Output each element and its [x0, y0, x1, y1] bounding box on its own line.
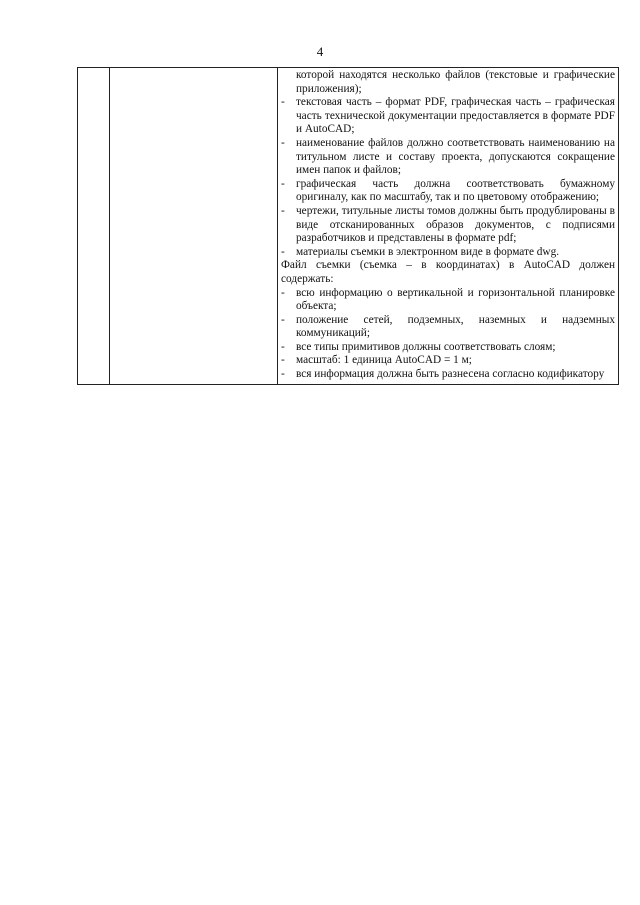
list-item: - масштаб: 1 единица AutoCAD = 1 м; [281, 354, 472, 367]
list-item: - положение сетей, подземных, наземных и надземных коммуникаций; [281, 313, 615, 340]
table-cell-number [78, 68, 110, 385]
list-item: - текстовая часть – формат PDF, графическая часть – графическая часть технической документации предоставляется в формате PDF и AutoCAD; [281, 96, 615, 136]
list-item: - наименование файлов должно соответствовать наименованию на титульном листе и составу проекта, допускаются сокращение имен папок и файлов; [281, 136, 615, 177]
list-item: - чертежи, титульные листы томов должны быть продублированы в виде отсканированных образов документов, с подписями разработчиков и представлены в формате pdf; [281, 204, 615, 245]
requirements-table [77, 67, 619, 385]
list-item: - графическая часть должна соответствовать бумажному оригиналу, как по масштабу, так и по цветовому отображению; [281, 177, 615, 204]
continuation-text: которой находятся несколько файлов (текстовые и графические приложения); [296, 69, 615, 95]
page-number: 4 [316, 44, 324, 59]
table-cell-name [110, 68, 278, 385]
table-cell-content [278, 68, 619, 385]
list-item: - вся информация должна быть разнесена согласно кодификатору [281, 368, 605, 381]
table-row [78, 68, 619, 385]
list-item: - материалы съемки в электронном виде в формате dwg. [281, 245, 560, 258]
survey-intro-text: Файл съемки (съемка – в координатах) в AutoCAD должен содержать: [281, 259, 615, 285]
list-item: - все типы примитивов должны соответствовать слоям; [281, 340, 556, 353]
list-item: - всю информацию о вертикальной и горизонтальной планировке объекта; [281, 286, 615, 313]
